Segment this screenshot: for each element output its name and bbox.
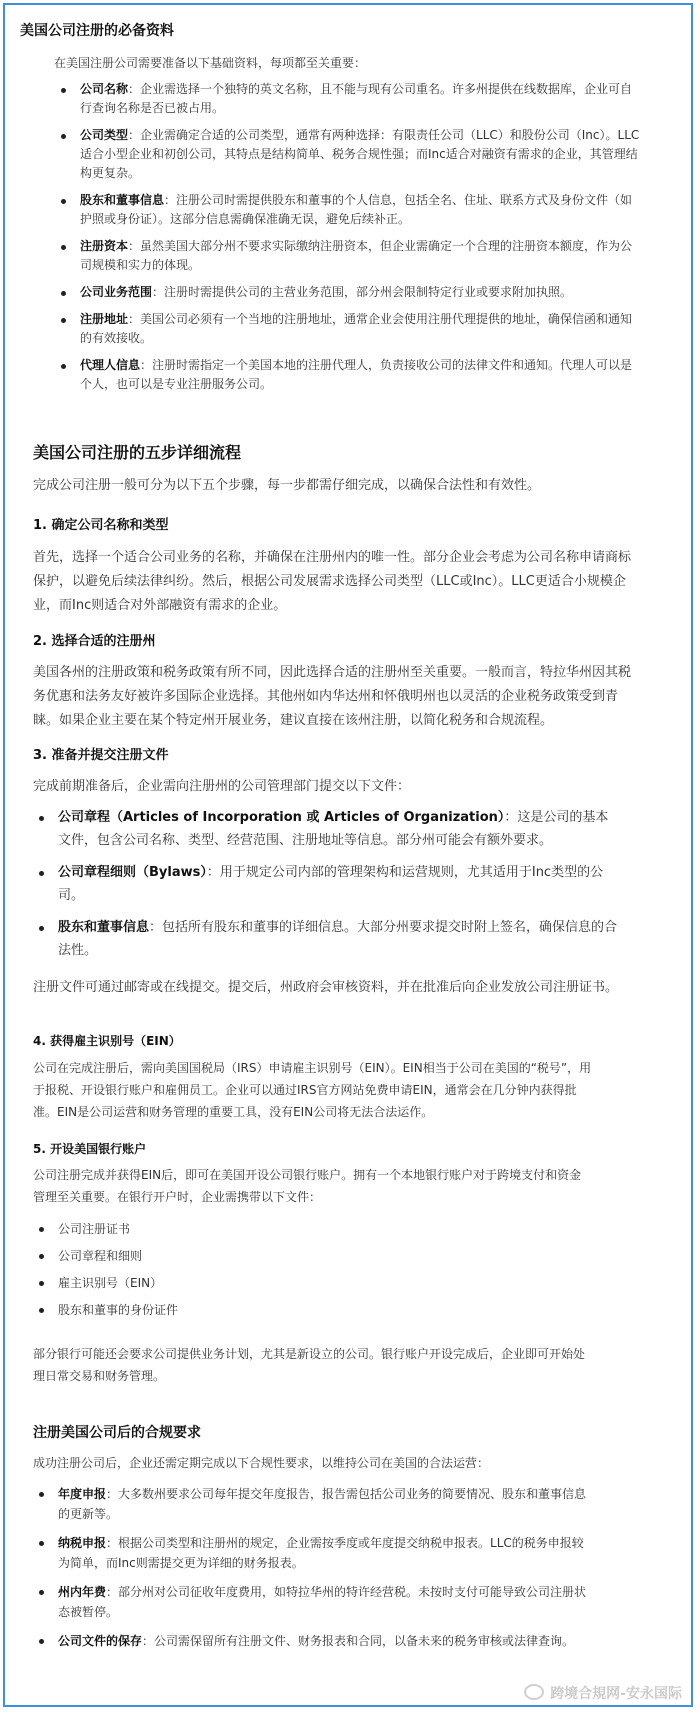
item-term: 注册地址 [80, 312, 129, 326]
step-heading-5: 5. 开设美国银行账户 [33, 1142, 147, 1156]
item-text: ：虽然美国大部分州不要求实际缴纳注册资本，但企业需确定一个合理的注册资本额度，作为公司规模和实力的体现。 [80, 239, 633, 272]
documents-list [36, 806, 646, 971]
step-heading-4: 4. 获得雇主识别号（EIN） [33, 1034, 181, 1048]
item-text: ：企业需选择一个独特的英文名称，且不能与现有公司重名。许多州提供在线数据库，企业可自行查询名称是否已被占用。 [80, 82, 633, 115]
item-term: 公司文件的保存 [58, 1634, 143, 1648]
section-title-five-steps: 美国公司注册的五步详细流程 [33, 443, 242, 462]
list-item [58, 356, 640, 394]
list-item: 公司章程和细则 [36, 1246, 178, 1266]
list-item [58, 310, 640, 348]
list-item [36, 806, 618, 852]
section-intro: 成功注册公司后，企业还需定期完成以下合规性要求，以维持公司在美国的合法运营： [33, 1456, 490, 1470]
item-term: 股东和董事信息 [80, 193, 165, 207]
list-item [36, 1533, 588, 1573]
list-item [58, 80, 640, 118]
materials-list [20, 80, 680, 394]
step-heading-2: 2. 选择合适的注册州 [33, 634, 156, 649]
item-term: 公司章程（Articles of Incorporation 或 Articles of Organization） [58, 810, 505, 825]
item-text: ：根据公司类型和注册州的规定，企业需按季度或年度提交纳税申报表。LLC的税务申报较为简单，而Inc则需提交更为详细的财务报表。 [58, 1536, 584, 1570]
compliance-list [36, 1484, 596, 1660]
list-item [58, 237, 640, 275]
item-text: ：部分州对公司征收年度费用，如特拉华州的特许经营税。未按时支付可能导致公司注册状态被暂停。 [58, 1585, 587, 1619]
bank-documents-list [36, 1219, 178, 1327]
step-text-2: 美国各州的注册政策和税务政策有所不同，因此选择合适的注册州至关重要。一般而言，特拉华州因其税务优惠和法务友好被许多国际企业选择。其他州如内华达州和怀俄明州也以灵活的企业税务政策受到青睐。如果企业主要在某个特定州开展业务，建议直接在该州注册，以简化税务和合规流程。 [33, 665, 632, 728]
item-term: 州内年费 [58, 1585, 107, 1599]
watermark-text: 跨境合規网-安永国际 [550, 1686, 682, 1702]
list-item [58, 126, 640, 183]
list-item [58, 191, 640, 229]
list-item [36, 1631, 588, 1651]
item-term: 公司章程细则（Bylaws） [58, 865, 207, 880]
step-intro-5: 公司注册完成并获得EIN后，即可在美国开设公司银行账户。拥有一个本地银行账户对于跨境支付和资金管理至关重要。在银行开户时，企业需携带以下文件： [33, 1168, 582, 1204]
list-item: 股东和董事的身份证件 [36, 1300, 178, 1320]
item-text: ：这是公司的基本文件，包含公司名称、类型、经营范围、注册地址等信息。部分州可能会有额外要求。 [58, 810, 609, 848]
list-item [36, 916, 618, 962]
item-term: 公司名称 [80, 82, 129, 96]
step-text-4: 公司在完成注册后，需向美国国税局（IRS）申请雇主识别号（EIN）。EIN相当于公司在美国的“税号”，用于报税、开设银行账户和雇佣员工。企业可以通过IRS官方网站免费申请EIN，通常会在几分钟内获得批准。EIN是公司运营和财务管理的重要工具，没有EIN公司将无法合法运作。 [33, 1061, 592, 1119]
item-term: 注册资本 [80, 239, 129, 253]
list-item: 公司注册证书 [36, 1219, 178, 1239]
section-intro: 在美国注册公司需要准备以下基础资料，每项都至关重要： [54, 56, 367, 70]
item-text: ：注册时需指定一个美国本地的注册代理人，负责接收公司的法律文件和通知。代理人可以是个人，也可以是专业注册服务公司。 [80, 358, 633, 391]
list-item [36, 1582, 588, 1622]
item-text: ：公司需保留所有注册文件、财务报表和合同，以备未来的税务审核或法律查询。 [142, 1634, 575, 1648]
item-text: ：用于规定公司内部的管理架构和运营规则，尤其适用于Inc类型的公司。 [58, 865, 604, 903]
step-text-1: 首先，选择一个适合公司业务的名称，并确保在注册州内的唯一性。部分企业会考虑为公司名称申请商标保护，以避免后续法律纠纷。然后，根据公司发展需求选择公司类型（LLC或Inc）。LLC更适合小规模企业，而Inc则适合对外部融资有需求的企业。 [33, 550, 632, 613]
step-outro-3: 注册文件可通过邮寄或在线提交。提交后，州政府会审核资料，并在批准后向企业发放公司注册证书。 [33, 980, 619, 995]
step-heading-3: 3. 准备并提交注册文件 [33, 748, 169, 763]
step-outro-5: 部分银行可能还会要求公司提供业务计划，尤其是新设立的公司。银行账户开设完成后，企业即可开始处理日常交易和财务管理。 [33, 1347, 586, 1383]
list-item [58, 283, 640, 302]
item-text: ：注册公司时需提供股东和董事的个人信息，包括全名、住址、联系方式及身份文件（如护照或身份证）。这部分信息需确保准确无误，避免后续补正。 [80, 193, 633, 226]
item-term: 纳税申报 [58, 1536, 107, 1550]
item-term: 公司业务范围 [80, 285, 153, 299]
item-term: 股东和董事信息 [58, 920, 150, 935]
item-text: ：包括所有股东和董事的详细信息。大部分州要求提交时附上签名，确保信息的合法性。 [58, 920, 618, 958]
item-text: ：企业需确定合适的公司类型，通常有两种选择：有限责任公司（LLC）和股份公司（Inc）。LLC适合小型企业和初创公司，其特点是结构简单、税务合规性强；而Inc适合对融资有需求的企业，其管理结构更复杂。 [80, 128, 640, 180]
step-intro-3: 完成前期准备后，企业需向注册州的公司管理部门提交以下文件： [33, 779, 411, 794]
section-title-compliance: 注册美国公司后的合规要求 [33, 1425, 201, 1441]
list-item: 雇主识别号（EIN） [36, 1273, 178, 1293]
item-term: 代理人信息 [80, 358, 141, 372]
item-term: 年度申报 [58, 1487, 107, 1501]
section-intro: 完成公司注册一般可分为以下五个步骤，每一步都需仔细完成，以确保合法性和有效性。 [33, 478, 541, 493]
item-text: ：注册时需提供公司的主营业务范围，部分州会限制特定行业或要求附加执照。 [152, 285, 573, 299]
weibo-icon [524, 1684, 544, 1700]
step-heading-1: 1. 确定公司名称和类型 [33, 518, 169, 533]
section-title: 美国公司注册的必备资料 [20, 23, 174, 39]
list-item [36, 1484, 588, 1524]
section-required-materials [20, 22, 680, 402]
item-term: 公司类型 [80, 128, 129, 142]
item-text: ：大多数州要求公司每年提交年度报告，报告需包括公司业务的简要情况、股东和董事信息的更新等。 [58, 1487, 587, 1521]
item-text: ：美国公司必须有一个当地的注册地址，通常企业会使用注册代理提供的地址，确保信函和通知的有效接收。 [80, 312, 633, 345]
watermark [524, 1684, 682, 1703]
list-item [36, 861, 618, 907]
